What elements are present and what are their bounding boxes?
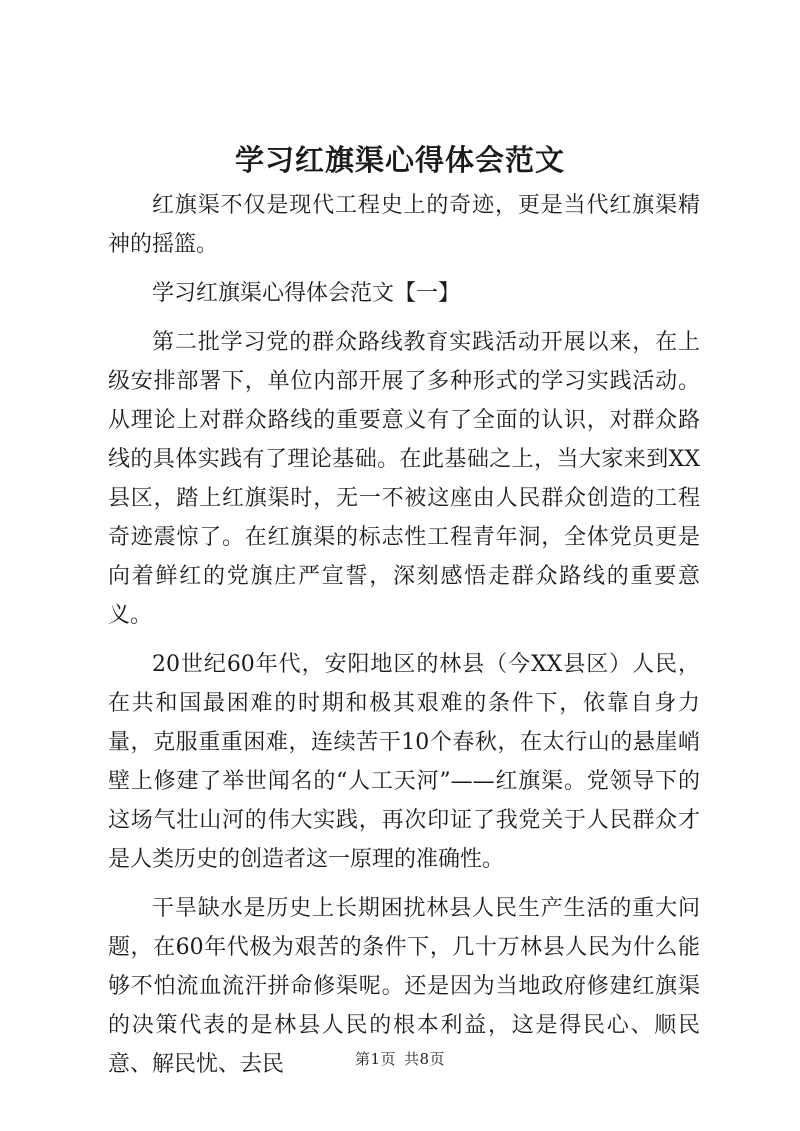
paragraph-3: 干旱缺水是历史上长期困扰林县人民生产生活的重大问题，在60年代极为艰苦的条件下，几十万林县人民为什么能够不怕流血流汗拼命修渠呢。还是因为当地政府修建红旗渠的决策代表的是林县人民的根本利益，这是得民心、顺民意、解民忧、去民 xyxy=(108,896,700,1077)
document-title: 学习红旗渠心得体会范文 xyxy=(234,143,565,177)
paragraph-1: 第二批学习党的群众路线教育实践活动开展以来，在上级安排部署下，单位内部开展了多种形式的学习实践活动。从理论上对群众路线的重要意义有了全面的认识，对群众路线的具体实践有了理论基础。在此基础之上，当大家来到XX县区，踏上红旗渠时，无一不被这座由人民群众创造的工程奇迹震惊了。在红旗渠的标志性工程青年洞，全体党员更是向着鲜红的党旗庄严宣誓，深刻感悟走群众路线的重要意义。 xyxy=(108,330,700,628)
document-body xyxy=(108,186,700,1084)
paragraph-2: 20世纪60年代，安阳地区的林县（今XX县区）人民，在共和国最困难的时期和极其艰难的条件下，依靠自身力量，克服重重困难，连续苦干10个春秋，在太行山的悬崖峭壁上修建了举世闻名的“人工天河”——红旗渠。党领导下的这场气壮山河的伟大实践，再次印证了我党关于人民群众才是人类历史的创造者这一原理的准确性。 xyxy=(108,652,700,872)
page-number: 第1页 xyxy=(354,1050,396,1068)
page-total: 共8页 xyxy=(404,1050,446,1068)
paragraph-intro: 红旗渠不仅是现代工程史上的奇迹，更是当代红旗渠精神的摇篮。 xyxy=(108,193,700,257)
section-heading: 学习红旗渠心得体会范文【一】 xyxy=(152,281,461,306)
page-footer xyxy=(0,1048,800,1069)
